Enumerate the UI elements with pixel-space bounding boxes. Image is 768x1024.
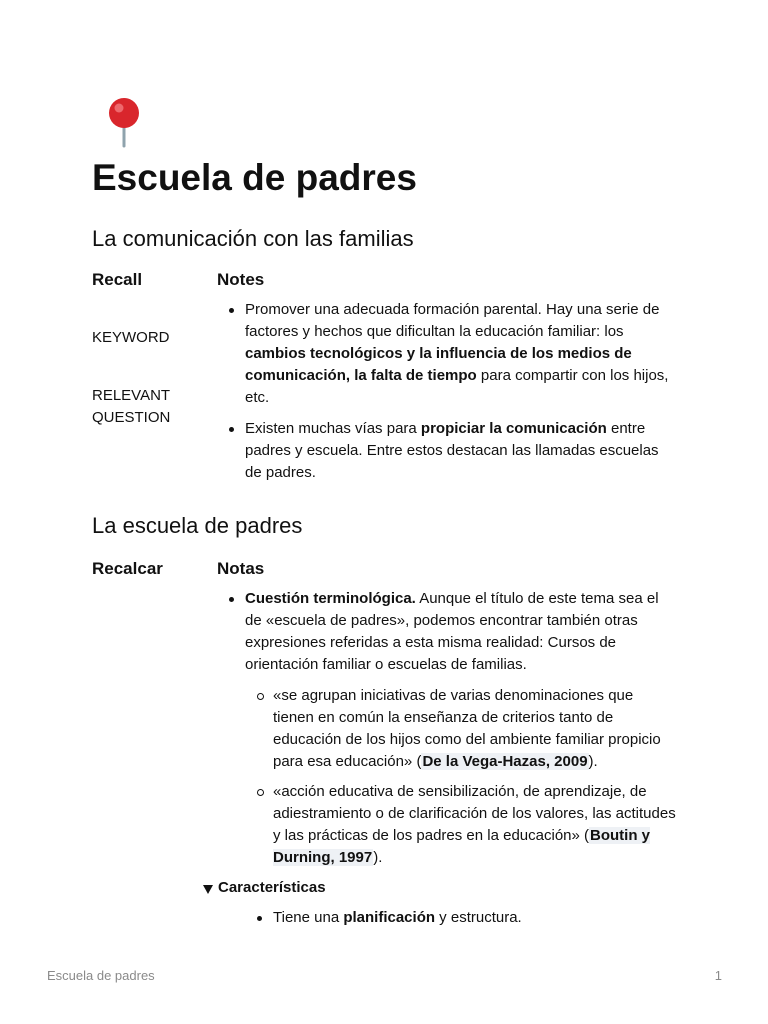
question-label: QUESTION (92, 409, 171, 426)
list-item: «acción educativa de sensibilización, de aprendizaje, de adiestramiento o de clarificación de los valores, las actitudes y las prácticas de los padres en la educación» (Boutin y Durning, 1997). (245, 781, 677, 869)
list-item: Promover una adecuada formación parental. Hay una serie de factores y hechos que dificultan la educación familiar: los cambios tecnológicos y la influencia de los medios de comunicación, la falta de tiempo para compartir con los hijos, etc. (217, 299, 677, 409)
bullet-icon (229, 427, 234, 432)
caracteristicas-toggle[interactable]: Características (203, 877, 677, 899)
footer-title: Escuela de padres (47, 968, 155, 983)
section-comunicacion (92, 224, 692, 494)
relevant-label: RELEVANT (92, 387, 171, 404)
triangle-down-icon[interactable] (203, 885, 213, 894)
section-heading: La comunicación con las familias (92, 226, 414, 251)
citation[interactable]: De la Vega-Hazas, 2009 (422, 753, 588, 770)
section-heading: La escuela de padres (92, 513, 303, 538)
bullet-icon (229, 597, 234, 602)
bullet-icon (229, 308, 234, 313)
section-escuela-de-padres (92, 511, 692, 936)
bullet-icon (257, 789, 264, 796)
list-item: Existen muchas vías para propiciar la comunicación entre padres y escuela. Entre estos destacan las llamadas escuelas de padres. (217, 418, 677, 484)
recall-column-header: Recall (92, 270, 143, 289)
keyword-label: KEYWORD (92, 329, 170, 346)
notas-column-header: Notas (217, 559, 265, 578)
list-item: Tiene una planificación y estructura. (245, 907, 677, 929)
recalcar-column-header: Recalcar (92, 559, 163, 578)
notes-column-header: Notes (217, 270, 265, 289)
bullet-icon (257, 693, 264, 700)
list-item: «se agrupan iniciativas de varias denominaciones que tienen en común la enseñanza de criterios tanto de educación de los hijos como del ambiente familiar propicio para esa educación» (De la Vega-Hazas, 2009). (245, 685, 677, 773)
page-title: Escuela de padres (92, 157, 417, 198)
bullet-icon (257, 916, 262, 921)
citation[interactable]: Boutin y Durning, 1997 (273, 827, 651, 866)
round-pushpin-icon (100, 96, 148, 148)
page-number: 1 (714, 968, 722, 983)
list-item: Cuestión terminológica. Aunque el título de este tema sea el de «escuela de padres», podemos encontrar también otras expresiones referidas a esta misma realidad: Cursos de orientación familiar o escuelas de familias. (217, 588, 677, 676)
